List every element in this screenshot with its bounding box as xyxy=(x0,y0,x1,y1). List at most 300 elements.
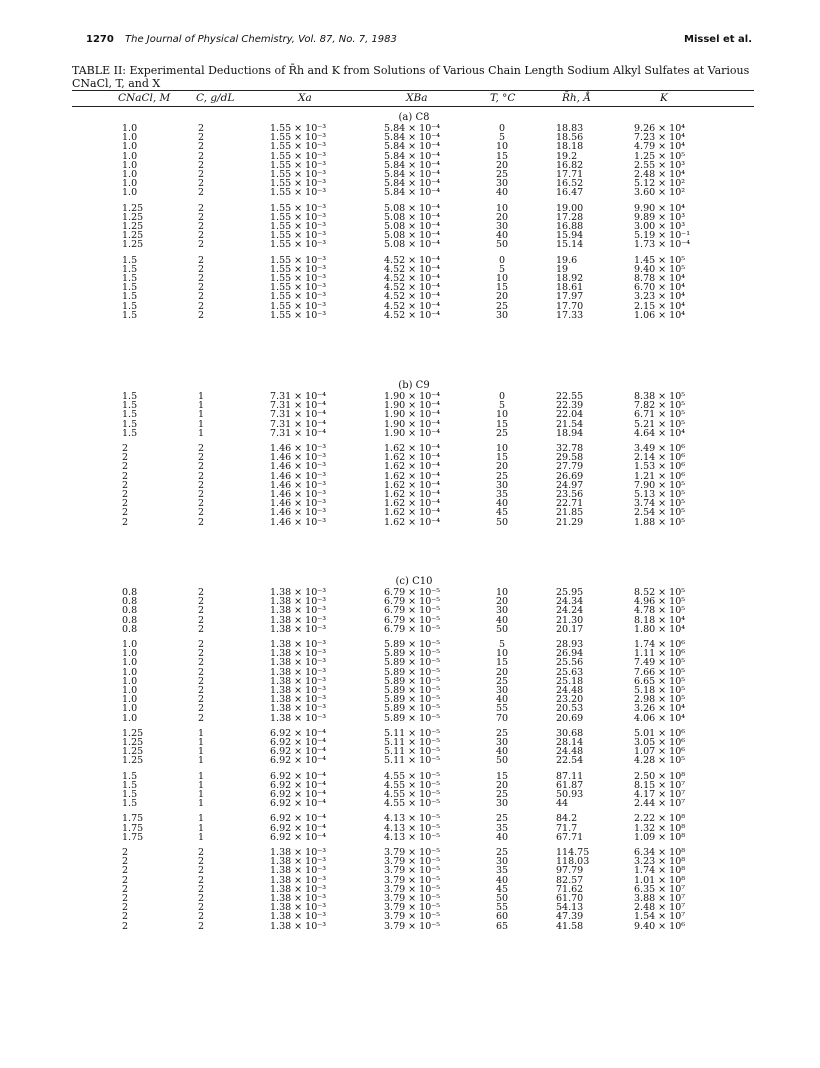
table-row xyxy=(0,833,820,842)
table-cell: 4.55 × 10⁻⁵ xyxy=(384,779,441,791)
table-caption-text: Experimental Deductions of R̄h and K from Solutions of Various Chain Length Sodium Alkyl Sulfates at Various CNaCl, T, and X xyxy=(72,64,750,90)
table-cell: 4.52 × 10⁻⁴ xyxy=(384,291,441,303)
table-cell: 3.60 × 10² xyxy=(634,187,686,199)
table-cell: 4.06 × 10⁴ xyxy=(634,712,686,724)
table-cell: 2 xyxy=(198,911,205,923)
table-header-rule xyxy=(72,106,754,107)
table-cell: 16.82 xyxy=(556,159,584,171)
table-cell: 4.52 × 10⁻⁴ xyxy=(384,282,441,294)
table-row xyxy=(0,518,820,527)
table-cell: 3.79 × 10⁻⁵ xyxy=(384,874,441,886)
table-cell: 3.79 × 10⁻⁵ xyxy=(384,902,441,914)
table-cell: 1.25 xyxy=(122,220,144,232)
table-cell: 1.5 xyxy=(122,263,138,275)
table-cell: 22.54 xyxy=(556,755,584,767)
table-cell: 5.89 × 10⁻⁵ xyxy=(384,657,441,669)
table-cell: 1.0 xyxy=(122,684,138,696)
table-cell: 2 xyxy=(198,874,205,886)
table-cell: 1.38 × 10⁻³ xyxy=(270,596,327,608)
table-cell: 20 xyxy=(495,596,509,608)
table-cell: 1.09 × 10⁸ xyxy=(634,831,686,843)
table-cell: 84.2 xyxy=(556,813,578,825)
table-cell: 4.52 × 10⁻⁴ xyxy=(384,254,441,266)
table-cell: 5.84 × 10⁻⁴ xyxy=(384,141,441,153)
table-cell: 2 xyxy=(198,220,205,232)
table-cell: 1.25 × 10⁵ xyxy=(634,150,686,162)
table-cell: 20.17 xyxy=(556,623,584,635)
table-cell: 1.46 × 10⁻³ xyxy=(270,470,327,482)
table-cell: 1.90 × 10⁻⁴ xyxy=(384,427,441,439)
table-cell: 25.18 xyxy=(556,675,584,687)
table-cell: 1 xyxy=(198,770,205,782)
table-cell: 6.79 × 10⁻⁵ xyxy=(384,623,441,635)
journal-name: The Journal of Physical Chemistry, Vol. 87, No. 7, 1983 xyxy=(125,34,397,45)
table-cell: 18.56 xyxy=(556,132,584,144)
table-cell: 1.90 × 10⁻⁴ xyxy=(384,391,441,402)
table-cell: 5.01 × 10⁶ xyxy=(634,727,686,739)
table-cell: 1 xyxy=(198,746,205,758)
table-cell: 6.79 × 10⁻⁵ xyxy=(384,587,441,598)
table-cell: 44 xyxy=(556,798,569,810)
table-cell: 4.79 × 10⁴ xyxy=(634,141,686,153)
table-cell: 18.94 xyxy=(556,427,584,439)
table-cell: 5.08 × 10⁻⁴ xyxy=(384,220,441,232)
table-cell: 1.55 × 10⁻³ xyxy=(270,123,327,134)
table-cell: 2 xyxy=(122,488,129,500)
table-cell: 2 xyxy=(198,498,205,510)
table-cell: 1.38 × 10⁻³ xyxy=(270,865,327,877)
table-cell: 20 xyxy=(495,461,509,473)
table-cell: 1.11 × 10⁶ xyxy=(634,648,686,660)
table-cell: 1.5 xyxy=(122,272,138,284)
table-cell: 4.64 × 10⁴ xyxy=(634,427,686,439)
table-cell: 1.5 xyxy=(122,282,138,294)
table-cell: 2 xyxy=(122,911,129,923)
table-cell: 6.70 × 10⁴ xyxy=(634,282,686,294)
table-cell: 1.25 xyxy=(122,230,144,242)
table-cell: 22.04 xyxy=(556,409,584,421)
table-cell: 1.0 xyxy=(122,123,138,134)
col-header-cnacl: CNaCl, M xyxy=(118,92,171,104)
table-cell: 9.90 × 10⁴ xyxy=(634,202,686,214)
table-cell: 15 xyxy=(495,770,509,782)
table-cell: 2.15 × 10⁴ xyxy=(634,300,686,312)
table-cell: 1.25 xyxy=(122,211,144,223)
table-cell: 3.79 × 10⁻⁵ xyxy=(384,892,441,904)
table-cell: 8.38 × 10⁵ xyxy=(634,391,686,402)
table-cell: 3.79 × 10⁻⁵ xyxy=(384,865,441,877)
table-cell: 5 xyxy=(498,132,506,144)
table-cell: 21.54 xyxy=(556,418,584,430)
table-cell: 1.46 × 10⁻³ xyxy=(270,479,327,491)
table-cell: 61.70 xyxy=(556,892,584,904)
table-cell: 1.80 × 10⁴ xyxy=(634,623,686,635)
table-cell: 1.55 × 10⁻³ xyxy=(270,132,327,144)
table-cell: 5.84 × 10⁻⁴ xyxy=(384,123,441,134)
table-cell: 0 xyxy=(498,391,506,402)
table-cell: 2 xyxy=(198,282,205,294)
table-cell: 1.38 × 10⁻³ xyxy=(270,712,327,724)
table-cell: 2 xyxy=(122,452,129,464)
table-cell: 1.07 × 10⁶ xyxy=(634,746,686,758)
table-cell: 5.89 × 10⁻⁵ xyxy=(384,712,441,724)
table-cell: 18.83 xyxy=(556,123,584,134)
table-cell: 30 xyxy=(495,178,509,190)
table-cell: 6.92 × 10⁻⁴ xyxy=(270,770,327,782)
table-cell: 1.01 × 10⁸ xyxy=(634,874,686,886)
table-cell: 22.71 xyxy=(556,498,584,510)
table-cell: 15.14 xyxy=(556,239,584,251)
table-row xyxy=(0,625,820,634)
table-cell: 5.89 × 10⁻⁵ xyxy=(384,703,441,715)
table-cell: 1.62 × 10⁻⁴ xyxy=(384,488,441,500)
table-cell: 7.31 × 10⁻⁴ xyxy=(270,427,327,439)
table-cell: 1 xyxy=(198,736,205,748)
table-cell: 1.25 xyxy=(122,202,144,214)
table-cell: 4.13 × 10⁻⁵ xyxy=(384,831,441,843)
row-group xyxy=(0,588,820,634)
table-cell: 6.35 × 10⁷ xyxy=(634,883,686,895)
table-cell: 1.55 × 10⁻³ xyxy=(270,291,327,303)
table-cell: 1.38 × 10⁻³ xyxy=(270,694,327,706)
table-cell: 27.79 xyxy=(556,461,584,473)
table-row xyxy=(0,799,820,808)
table-cell: 1.38 × 10⁻³ xyxy=(270,657,327,669)
table-cell: 19.6 xyxy=(556,254,578,266)
table-cell: 2 xyxy=(122,470,129,482)
table-cell: 1 xyxy=(198,409,205,421)
table-cell: 1.38 × 10⁻³ xyxy=(270,587,327,598)
table-cell: 5.84 × 10⁻⁴ xyxy=(384,168,441,180)
table-cell: 35 xyxy=(495,822,509,834)
table-cell: 1.0 xyxy=(122,657,138,669)
table-cell: 5.84 × 10⁻⁴ xyxy=(384,178,441,190)
table-cell: 55 xyxy=(495,703,509,715)
table-cell: 5.84 × 10⁻⁴ xyxy=(384,187,441,199)
table-cell: 2 xyxy=(198,623,205,635)
row-group xyxy=(0,256,820,320)
table-cell: 7.23 × 10⁴ xyxy=(634,132,686,144)
table-cell: 1.55 × 10⁻³ xyxy=(270,254,327,266)
table-cell: 5.08 × 10⁻⁴ xyxy=(384,202,441,214)
table-cell: 10 xyxy=(495,587,509,598)
table-cell: 26.94 xyxy=(556,648,584,660)
table-cell: 20 xyxy=(495,159,509,171)
table-cell: 1.25 xyxy=(122,727,144,739)
table-cell: 2.55 × 10³ xyxy=(634,159,686,171)
table-cell: 1.0 xyxy=(122,178,138,190)
table-cell: 25 xyxy=(495,675,509,687)
table-cell: 25.63 xyxy=(556,666,584,678)
table-cell: 4.55 × 10⁻⁵ xyxy=(384,798,441,810)
table-cell: 30 xyxy=(495,736,509,748)
table-cell: 40 xyxy=(495,874,509,886)
table-cell: 2 xyxy=(198,187,205,199)
table-cell: 7.31 × 10⁻⁴ xyxy=(270,409,327,421)
table-cell: 1.0 xyxy=(122,159,138,171)
table-cell: 24.97 xyxy=(556,479,584,491)
table-cell: 30 xyxy=(495,479,509,491)
table-cell: 1.55 × 10⁻³ xyxy=(270,150,327,162)
table-cell: 28.14 xyxy=(556,736,584,748)
table-cell: 9.89 × 10³ xyxy=(634,211,686,223)
table-caption-label: TABLE II: xyxy=(72,64,126,77)
table-cell: 25 xyxy=(495,168,509,180)
col-header-c: C, g/dL xyxy=(196,92,235,104)
table-cell: 18.61 xyxy=(556,282,584,294)
table-cell: 30 xyxy=(495,856,509,868)
table-cell: 22.39 xyxy=(556,400,584,412)
table-cell: 30 xyxy=(495,605,509,617)
table-cell: 55 xyxy=(495,902,509,914)
table-cell: 1.38 × 10⁻³ xyxy=(270,856,327,868)
table-cell: 20 xyxy=(495,666,509,678)
table-cell: 4.55 × 10⁻⁵ xyxy=(384,770,441,782)
table-cell: 71.7 xyxy=(556,822,578,834)
table-cell: 28.93 xyxy=(556,639,584,650)
table-cell: 2 xyxy=(198,123,205,134)
table-cell: 1.5 xyxy=(122,770,138,782)
table-cell: 7.90 × 10⁵ xyxy=(634,479,686,491)
table-cell: 1.0 xyxy=(122,694,138,706)
table-cell: 1.74 × 10⁶ xyxy=(634,639,686,650)
table-cell: 2 xyxy=(198,168,205,180)
table-cell: 3.79 × 10⁻⁵ xyxy=(384,920,441,932)
table-cell: 1.0 xyxy=(122,141,138,153)
table-cell: 2 xyxy=(122,443,129,454)
table-cell: 2 xyxy=(198,587,205,598)
table-cell: 2 xyxy=(122,847,129,858)
table-cell: 7.31 × 10⁻⁴ xyxy=(270,391,327,402)
table-cell: 1 xyxy=(198,400,205,412)
table-cell: 1.38 × 10⁻³ xyxy=(270,639,327,650)
table-cell: 1 xyxy=(198,391,205,402)
table-cell: 9.40 × 10⁵ xyxy=(634,263,686,275)
table-cell: 6.92 × 10⁻⁴ xyxy=(270,822,327,834)
table-cell: 1.5 xyxy=(122,300,138,312)
table-cell: 6.79 × 10⁻⁵ xyxy=(384,596,441,608)
table-cell: 1.62 × 10⁻⁴ xyxy=(384,498,441,510)
table-cell: 15 xyxy=(495,150,509,162)
table-cell: 2 xyxy=(198,507,205,519)
table-cell: 1.62 × 10⁻⁴ xyxy=(384,452,441,464)
page-header xyxy=(86,34,752,48)
table-cell: 6.71 × 10⁵ xyxy=(634,409,686,421)
row-group xyxy=(0,814,820,842)
table-cell: 0.8 xyxy=(122,605,138,617)
row-group xyxy=(0,204,820,250)
table-cell: 1.55 × 10⁻³ xyxy=(270,202,327,214)
table-cell: 5.11 × 10⁻⁵ xyxy=(384,746,441,758)
table-cell: 1.55 × 10⁻³ xyxy=(270,282,327,294)
table-cell: 2 xyxy=(198,470,205,482)
table-cell: 5.11 × 10⁻⁵ xyxy=(384,755,441,767)
table-cell: 2 xyxy=(198,488,205,500)
table-cell: 2.48 × 10⁷ xyxy=(634,902,686,914)
table-cell: 6.79 × 10⁻⁵ xyxy=(384,605,441,617)
table-cell: 7.49 × 10⁵ xyxy=(634,657,686,669)
table-cell: 15 xyxy=(495,452,509,464)
table-cell: 6.65 × 10⁵ xyxy=(634,675,686,687)
table-row xyxy=(0,756,820,765)
table-cell: 2 xyxy=(198,675,205,687)
table-cell: 22.55 xyxy=(556,391,584,402)
table-cell: 8.52 × 10⁵ xyxy=(634,587,686,598)
row-group xyxy=(0,124,820,198)
table-cell: 1.62 × 10⁻⁴ xyxy=(384,516,441,528)
table-cell: 15 xyxy=(495,418,509,430)
table-cell: 4.52 × 10⁻⁴ xyxy=(384,309,441,321)
row-group xyxy=(0,772,820,809)
table-cell: 6.92 × 10⁻⁴ xyxy=(270,813,327,825)
col-header-k: K xyxy=(660,92,668,104)
table-cell: 1.55 × 10⁻³ xyxy=(270,300,327,312)
table-cell: 10 xyxy=(495,648,509,660)
table-cell: 1.62 × 10⁻⁴ xyxy=(384,443,441,454)
table-cell: 2.48 × 10⁴ xyxy=(634,168,686,180)
table-cell: 4.52 × 10⁻⁴ xyxy=(384,263,441,275)
table-cell: 1 xyxy=(198,831,205,843)
table-cell: 2 xyxy=(198,479,205,491)
table-cell: 2 xyxy=(122,507,129,519)
table-cell: 47.39 xyxy=(556,911,584,923)
table-cell: 45 xyxy=(495,883,509,895)
table-cell: 25 xyxy=(495,847,509,858)
table-cell: 5.89 × 10⁻⁵ xyxy=(384,639,441,650)
table-cell: 40 xyxy=(495,187,509,199)
table-cell: 5.89 × 10⁻⁵ xyxy=(384,666,441,678)
table-cell: 5 xyxy=(498,400,506,412)
table-cell: 1.0 xyxy=(122,150,138,162)
table-cell: 2 xyxy=(198,300,205,312)
table-cell: 45 xyxy=(495,507,509,519)
table-cell: 1.46 × 10⁻³ xyxy=(270,498,327,510)
table-cell: 17.97 xyxy=(556,291,584,303)
table-cell: 1.88 × 10⁵ xyxy=(634,516,686,528)
table-cell: 25.56 xyxy=(556,657,584,669)
table-cell: 1.45 × 10⁵ xyxy=(634,254,686,266)
table-cell: 4.28 × 10⁵ xyxy=(634,755,686,767)
row-group xyxy=(0,640,820,723)
table-cell: 2 xyxy=(198,657,205,669)
table-cell: 50 xyxy=(495,239,509,251)
table-caption xyxy=(72,64,754,90)
table-cell: 2.50 × 10⁸ xyxy=(634,770,686,782)
table-cell: 30.68 xyxy=(556,727,584,739)
table-cell: 3.23 × 10⁴ xyxy=(634,291,686,303)
table-cell: 2 xyxy=(198,239,205,251)
table-cell: 1.55 × 10⁻³ xyxy=(270,141,327,153)
table-cell: 2 xyxy=(198,614,205,626)
table-cell: 2 xyxy=(198,856,205,868)
table-cell: 1.38 × 10⁻³ xyxy=(270,623,327,635)
table-cell: 1.55 × 10⁻³ xyxy=(270,309,327,321)
row-group xyxy=(0,848,820,931)
table-cell: 25 xyxy=(495,813,509,825)
table-cell: 2 xyxy=(198,132,205,144)
table-cell: 1.55 × 10⁻³ xyxy=(270,263,327,275)
table-cell: 1.21 × 10⁶ xyxy=(634,470,686,482)
table-cell: 1.5 xyxy=(122,779,138,791)
table-cell: 1.38 × 10⁻³ xyxy=(270,847,327,858)
table-cell: 2 xyxy=(198,150,205,162)
table-cell: 40 xyxy=(495,230,509,242)
table-cell: 5.89 × 10⁻⁵ xyxy=(384,648,441,660)
table-cell: 6.92 × 10⁻⁴ xyxy=(270,727,327,739)
table-cell: 25.95 xyxy=(556,587,584,598)
table-cell: 6.92 × 10⁻⁴ xyxy=(270,798,327,810)
table-cell: 1.62 × 10⁻⁴ xyxy=(384,470,441,482)
table-cell: 70 xyxy=(495,712,509,724)
section-title-text: (c) C10 xyxy=(395,576,433,587)
table-cell: 2 xyxy=(198,272,205,284)
table-cell: 1.0 xyxy=(122,132,138,144)
table-cell: 6.34 × 10⁸ xyxy=(634,847,686,858)
table-cell: 4.13 × 10⁻⁵ xyxy=(384,822,441,834)
table-cell: 1.32 × 10⁸ xyxy=(634,822,686,834)
col-header-t: T, °C xyxy=(490,92,516,104)
table-cell: 2 xyxy=(198,902,205,914)
table-cell: 2 xyxy=(198,461,205,473)
table-cell: 2.14 × 10⁶ xyxy=(634,452,686,464)
table-cell: 1.46 × 10⁻³ xyxy=(270,461,327,473)
table-cell: 2 xyxy=(198,159,205,171)
table-cell: 40 xyxy=(495,694,509,706)
table-cell: 3.79 × 10⁻⁵ xyxy=(384,911,441,923)
table-cell: 1.38 × 10⁻³ xyxy=(270,684,327,696)
table-cell: 2 xyxy=(122,865,129,877)
table-cell: 1.38 × 10⁻³ xyxy=(270,892,327,904)
table-cell: 2 xyxy=(122,892,129,904)
table-cell: 1.0 xyxy=(122,168,138,180)
table-cell: 2 xyxy=(198,639,205,650)
table-cell: 2 xyxy=(198,254,205,266)
table-cell: 6.92 × 10⁻⁴ xyxy=(270,746,327,758)
row-group xyxy=(0,392,820,438)
table-cell: 1.55 × 10⁻³ xyxy=(270,178,327,190)
table-cell: 3.00 × 10³ xyxy=(634,220,686,232)
table-cell: 40 xyxy=(495,498,509,510)
table-cell: 5.08 × 10⁻⁴ xyxy=(384,239,441,251)
table-cell: 4.17 × 10⁷ xyxy=(634,788,686,800)
table-cell: 1.38 × 10⁻³ xyxy=(270,648,327,660)
table-cell: 97.79 xyxy=(556,865,584,877)
table-cell: 24.34 xyxy=(556,596,584,608)
table-cell: 1.38 × 10⁻³ xyxy=(270,874,327,886)
table-cell: 1.62 × 10⁻⁴ xyxy=(384,461,441,473)
table-cell: 30 xyxy=(495,684,509,696)
table-cell: 5.19 × 10⁻¹ xyxy=(634,230,691,242)
table-cell: 1.38 × 10⁻³ xyxy=(270,605,327,617)
table-cell: 1.53 × 10⁶ xyxy=(634,461,686,473)
table-cell: 2.98 × 10⁵ xyxy=(634,694,686,706)
table-cell: 6.92 × 10⁻⁴ xyxy=(270,755,327,767)
table-cell: 2 xyxy=(122,516,129,528)
table-cell: 1.5 xyxy=(122,309,138,321)
table-cell: 1.5 xyxy=(122,291,138,303)
table-cell: 1.5 xyxy=(122,788,138,800)
table-cell: 40 xyxy=(495,746,509,758)
table-cell: 25 xyxy=(495,788,509,800)
table-cell: 2 xyxy=(198,596,205,608)
table-cell: 6.92 × 10⁻⁴ xyxy=(270,736,327,748)
table-cell: 1.75 xyxy=(122,813,144,825)
table-cell: 20 xyxy=(495,291,509,303)
table-cell: 4.96 × 10⁵ xyxy=(634,596,686,608)
table-cell: 10 xyxy=(495,272,509,284)
table-cell: 1.46 × 10⁻³ xyxy=(270,443,327,454)
table-cell: 35 xyxy=(495,865,509,877)
